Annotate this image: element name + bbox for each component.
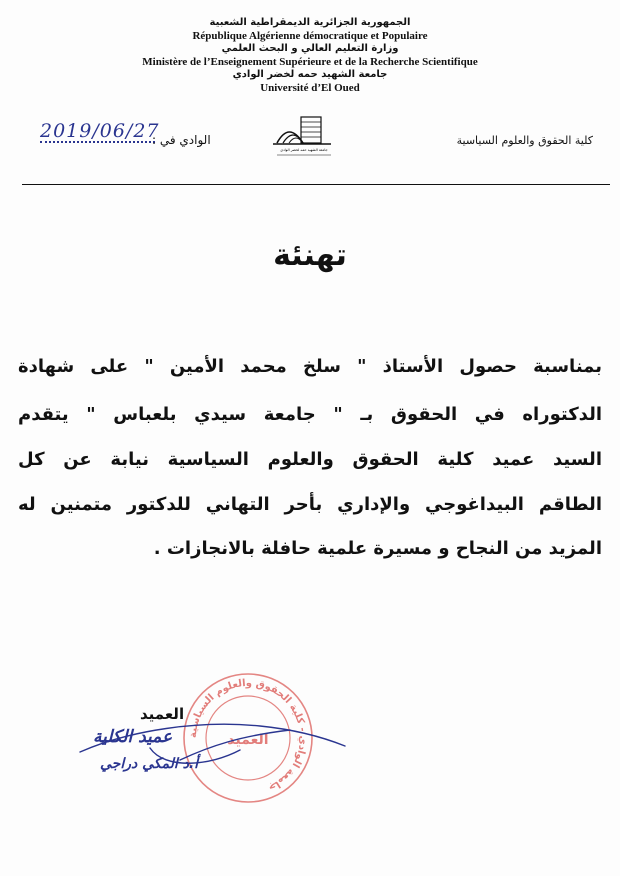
dean-label: العميد	[140, 705, 185, 723]
header-divider	[22, 184, 610, 185]
republic-ar: الجمهورية الجزائرية الديمقراطية الشعبية	[209, 17, 411, 28]
ministry-ar: وزارة التعليم العالي و البحث العلمي	[221, 43, 399, 54]
date-dotted-line	[40, 141, 155, 143]
place-label: الوادي في :	[152, 133, 211, 147]
stamp-center-text: العميد	[227, 732, 269, 748]
body-line-5: المزيد من النجاح و مسيرة علمية حافلة بالانجازات .	[153, 538, 602, 559]
university-fr: Université d’El Oued	[260, 82, 360, 94]
page-title: تهنئة	[273, 238, 347, 273]
body-line-2: الدكتوراه في الحقوق بـ " جامعة سيدي بلعباس " يتقدم	[18, 404, 602, 425]
university-ar: جامعة الشهيد حمه لخضر الوادي	[232, 69, 388, 80]
handwritten-date: 2019/06/27	[40, 120, 160, 142]
logo-caption: جامعة الشهيد حمه لخضر الوادي	[280, 148, 328, 152]
body-line-3: السيد عميد كلية الحقوق والعلوم السياسية نيابة عن كل	[18, 449, 602, 470]
body-line-1: بمناسبة حصول الأستاذ " سلخ محمد الأمين " على شهادة	[18, 356, 602, 377]
dean-stamp-name: أ.د المكي دراجي	[100, 756, 199, 772]
faculty-name: كلية الحقوق والعلوم السياسية	[456, 134, 593, 147]
dean-stamp-title: عميد الكلية	[93, 727, 173, 747]
stamp-ring-text: جامعة الوادي - كلية الحقوق والعلوم السياسية	[187, 677, 309, 794]
ministry-fr: Ministère de l’Enseignement Supérieure et de la Recherche Scientifique	[142, 56, 478, 68]
university-logo-icon	[271, 113, 337, 159]
body-line-4: الطاقم البيداغوجي والإداري بأحر التهاني للدكتور متمنين له	[18, 494, 602, 515]
signature-flourish-icon	[60, 690, 360, 800]
republic-fr: République Algérienne démocratique et Populaire	[192, 30, 428, 42]
